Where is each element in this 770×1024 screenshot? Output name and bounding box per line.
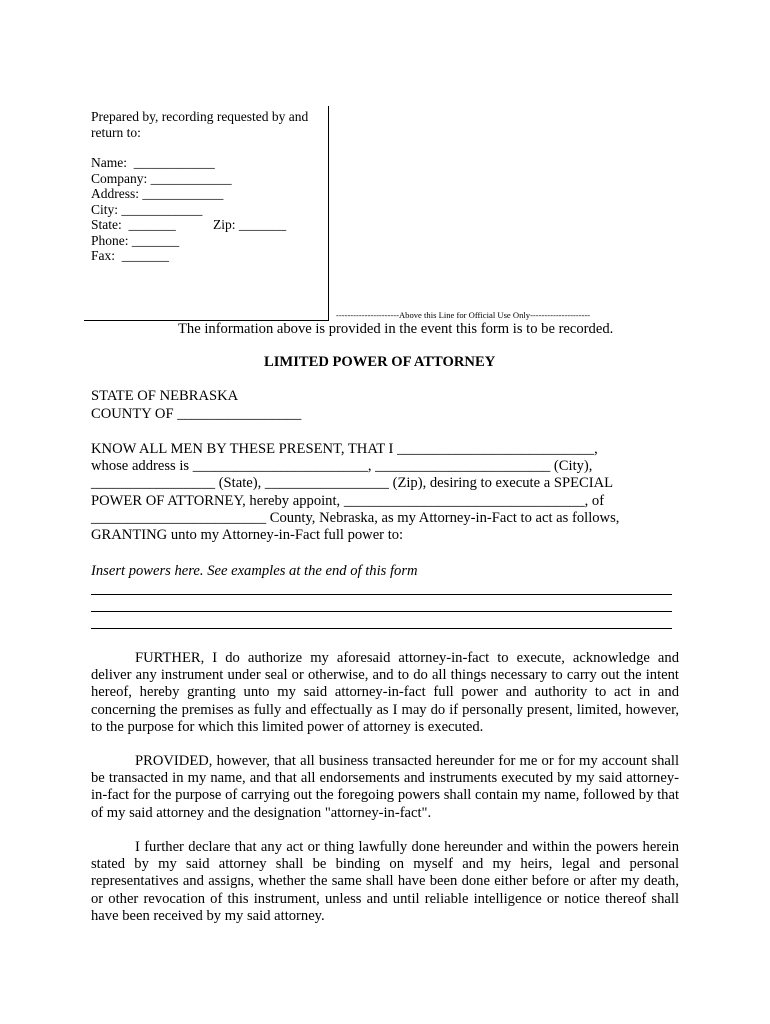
intro-line: _________________ (State), _________________ (Zip), desiring to execute a SPECIAL <box>91 475 614 491</box>
declaration-paragraph: I further declare that any act or thing lawfully done hereunder and within the powers herein stated by my said attorney shall be binding on myself and my heirs, legal and personal representatives and assigns, whether the same shall have been done either before or after my death, or other revocation of this instrument, unless and until reliable intelligence or notice thereof shall have been received by my said attorney. <box>91 839 679 924</box>
phone-field: Phone: _______ <box>91 233 180 248</box>
powers-blank-line <box>91 611 672 612</box>
further-paragraph: FURTHER, I do authorize my aforesaid attorney-in-fact to execute, acknowledge and deliver any instrument under seal or otherwise, and to do all things necessary to carry out the intent hereof, hereby granting unto my said attorney-in-fact full power and authority to act in and concerning the premises as fully and effectually as I may do if personally present, limited, however, to the purpose for which this limited power of attorney is executed. <box>91 650 679 735</box>
powers-blank-line <box>91 628 672 629</box>
intro-line: ________________________ County, Nebraska, as my Attorney-in-Fact to act as follows, <box>91 510 620 526</box>
state-line: STATE OF NEBRASKA <box>91 388 239 404</box>
prepared-by-line: Prepared by, recording requested by and <box>91 109 309 124</box>
intro-line: whose address is ________________________, ________________________ (City), <box>91 458 593 474</box>
insert-powers-hint: Insert powers here. See examples at the end of this form <box>91 563 418 579</box>
city-field: City: ____________ <box>91 202 203 217</box>
intro-line: POWER OF ATTORNEY, hereby appoint, _________________________________, of <box>91 493 605 509</box>
intro-line: GRANTING unto my Attorney-in-Fact full power to: <box>91 527 404 543</box>
state-field: State: _______ <box>91 217 176 232</box>
intro-line: KNOW ALL MEN BY THESE PRESENT, THAT I ___________________________, <box>91 441 598 457</box>
zip-field: Zip: _______ <box>213 217 287 232</box>
return-to-line: return to: <box>91 125 141 140</box>
info-notice: The information above is provided in the event this form is to be recorded. <box>178 321 614 337</box>
recording-box-right-border <box>328 106 329 321</box>
company-field: Company: ____________ <box>91 171 232 186</box>
name-field: Name: ____________ <box>91 155 215 170</box>
official-use-line: ----------------------Above this Line for Official Use Only--------------------- <box>336 310 591 320</box>
provided-paragraph: PROVIDED, however, that all business transacted hereunder for me or for my account shall be transacted in my name, and that all endorsements and instruments executed by my said attorney-in-fact for the purpose of carrying out the foregoing powers shall contain my name, followed by that of my said attorney and the designation "attorney-in-fact". <box>91 753 679 821</box>
document-title: LIMITED POWER OF ATTORNEY <box>264 354 496 370</box>
county-line: COUNTY OF _________________ <box>91 406 302 422</box>
powers-blank-line <box>91 594 672 595</box>
address-field: Address: ____________ <box>91 186 224 201</box>
fax-field: Fax: _______ <box>91 248 170 263</box>
